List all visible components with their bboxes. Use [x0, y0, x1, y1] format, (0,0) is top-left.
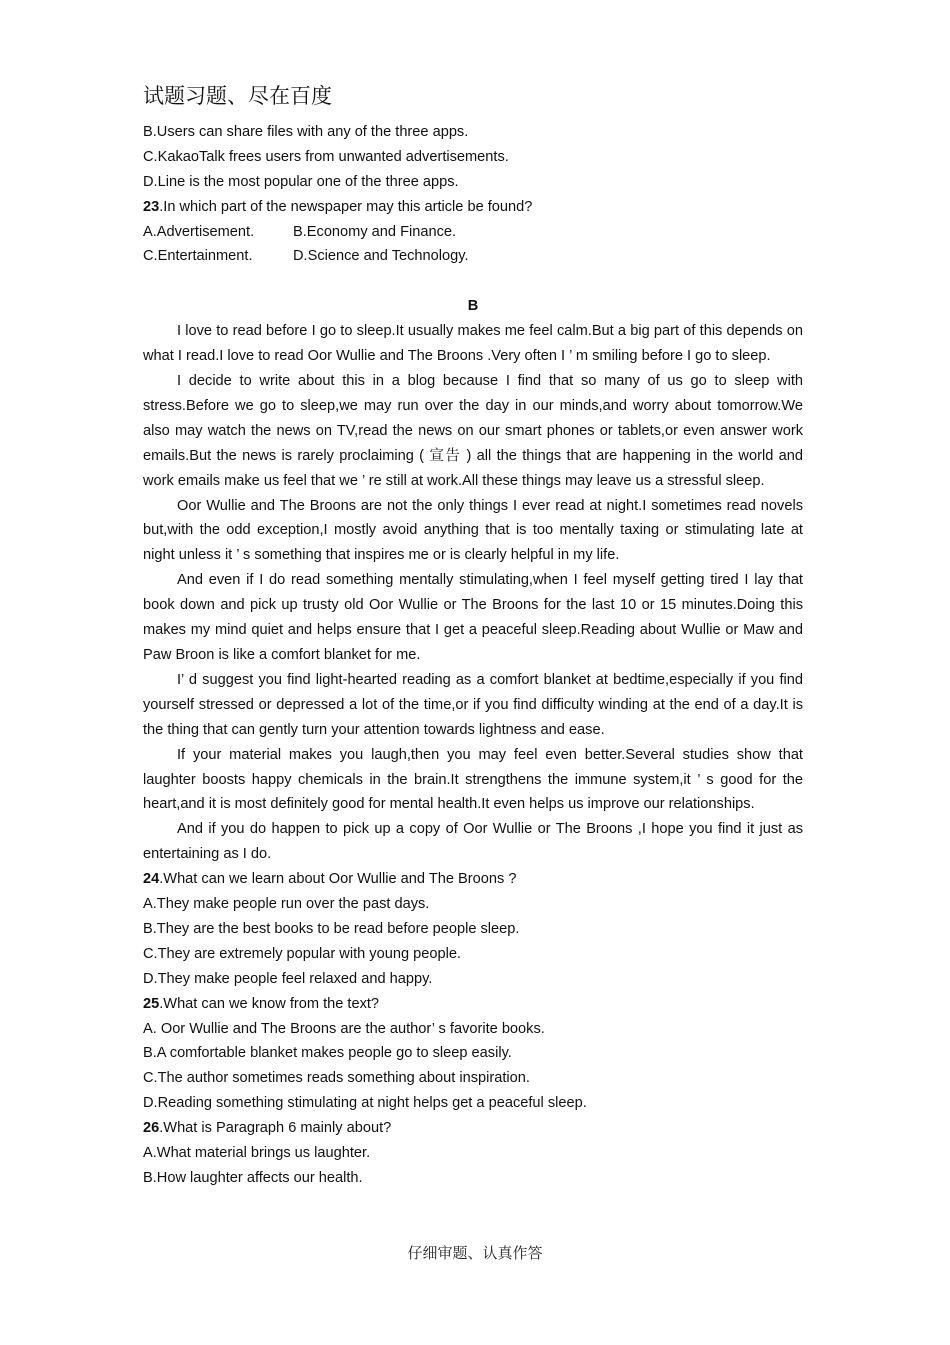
- q23-option-b: B.Economy and Finance.: [293, 223, 457, 240]
- q23-options-row-2: [143, 244, 803, 269]
- q22-option-b: B.Users can share files with any of the three apps.: [143, 124, 469, 140]
- passage-paragraph-3: Oor Wullie and The Broons are not the only things I ever read at night.I sometimes read novels but,with the odd exception,I mostly avoid anything that is too mentally taxing or stimulating late at night unless it ’ s something that inspires me or is clearly helpful in my life.: [143, 497, 803, 564]
- q25-option-a: A. Oor Wullie and The Broons are the author’ s favorite books.: [143, 1020, 545, 1037]
- q24-option-b: B.They are the best books to be read before people sleep.: [143, 920, 520, 937]
- q24-option-d: D.They make people feel relaxed and happy.: [143, 970, 433, 987]
- section-label: B: [467, 298, 479, 315]
- passage-paragraph-7: And if you do happen to pick up a copy of Oor Wullie or The Broons ,I hope you find it just as entertaining as I do.: [143, 821, 803, 863]
- passage-paragraph-2: I decide to write about this in a blog because I find that so many of us go to sleep with stress.Before we go to sleep,we may run over the day in our minds,and worry about tomorrow.We also may watch the news on TV,read the news on our smart phones or tablets,or even answer work emails.But the news is rarely proclaiming ( 宣告 ) all the things that are happening in the world and work emails make us feel that we ’ re still at work.All these things may leave us a stressful sleep.: [143, 373, 803, 489]
- page-header: 试题习题、尽在百度: [143, 84, 332, 108]
- question-number: 23: [143, 198, 160, 215]
- question-text: .What can we know from the text?: [159, 995, 380, 1012]
- question-23: [143, 195, 803, 220]
- q23-options-row-1: [143, 220, 803, 245]
- question-number: 25: [143, 995, 160, 1012]
- q23-option-c: C.Entertainment.: [143, 248, 253, 265]
- question-26: [143, 1116, 803, 1141]
- q24-option-c: C.They are extremely popular with young people.: [143, 945, 461, 962]
- passage-paragraph-6: If your material makes you laugh,then you may feel even better.Several studies show that laughter boosts happy chemicals in the brain.It strengthens the immune system,it ’ s good for the heart,and it is most definitely good for mental health.It even helps us improve our relationships.: [143, 746, 803, 813]
- q23-option-a: A.Advertisement.: [143, 223, 255, 240]
- q26-option-a: A.What material brings us laughter.: [143, 1144, 371, 1161]
- passage-paragraph-4: And even if I do read something mentally stimulating,when I feel myself getting tired I lay that book down and pick up trusty old Oor Wullie or The Broons for the last 10 or 15 minutes.Doing this makes my mind quiet and helps ensure that I get a peaceful sleep.Reading about Wullie or Maw and Paw Broon is like a comfort blanket for me.: [143, 572, 803, 664]
- q22-option-c: C.KakaoTalk frees users from unwanted advertisements.: [143, 148, 509, 165]
- question-number: 26: [143, 1120, 160, 1137]
- q26-option-b: B.How laughter affects our health.: [143, 1169, 363, 1186]
- question-text: .In which part of the newspaper may this article be found?: [159, 198, 533, 215]
- passage-paragraph-1: I love to read before I go to sleep.It usually makes me feel calm.But a big part of this depends on what I read.I love to read Oor Wullie and The Broons .Very often I ’ m smiling before I go to sleep.: [143, 323, 803, 365]
- q25-option-b: B.A comfortable blanket makes people go to sleep easily.: [143, 1045, 512, 1062]
- question-24: [143, 867, 803, 892]
- q25-option-c: C.The author sometimes reads something about inspiration.: [143, 1070, 530, 1087]
- question-text: .What can we learn about Oor Wullie and The Broons ?: [159, 871, 517, 888]
- question-number: 24: [143, 871, 160, 888]
- q23-option-d: D.Science and Technology.: [293, 248, 469, 265]
- page-footer: 仔细审题、认真作答: [407, 1244, 543, 1262]
- q22-option-d: D.Line is the most popular one of the three apps.: [143, 173, 459, 190]
- question-text: .What is Paragraph 6 mainly about?: [159, 1120, 392, 1137]
- question-25: [143, 992, 803, 1017]
- q25-option-d: D.Reading something stimulating at night helps get a peaceful sleep.: [143, 1095, 587, 1112]
- q24-option-a: A.They make people run over the past days.: [143, 896, 430, 913]
- passage-paragraph-5: I’ d suggest you find light-hearted reading as a comfort blanket at bedtime,especially if you find yourself stressed or depressed a lot of the time,or if you find difficulty winding at the end of a day.It is the thing that can gently turn your attention towards lightness and ease.: [143, 671, 803, 738]
- document-content: [143, 120, 803, 1191]
